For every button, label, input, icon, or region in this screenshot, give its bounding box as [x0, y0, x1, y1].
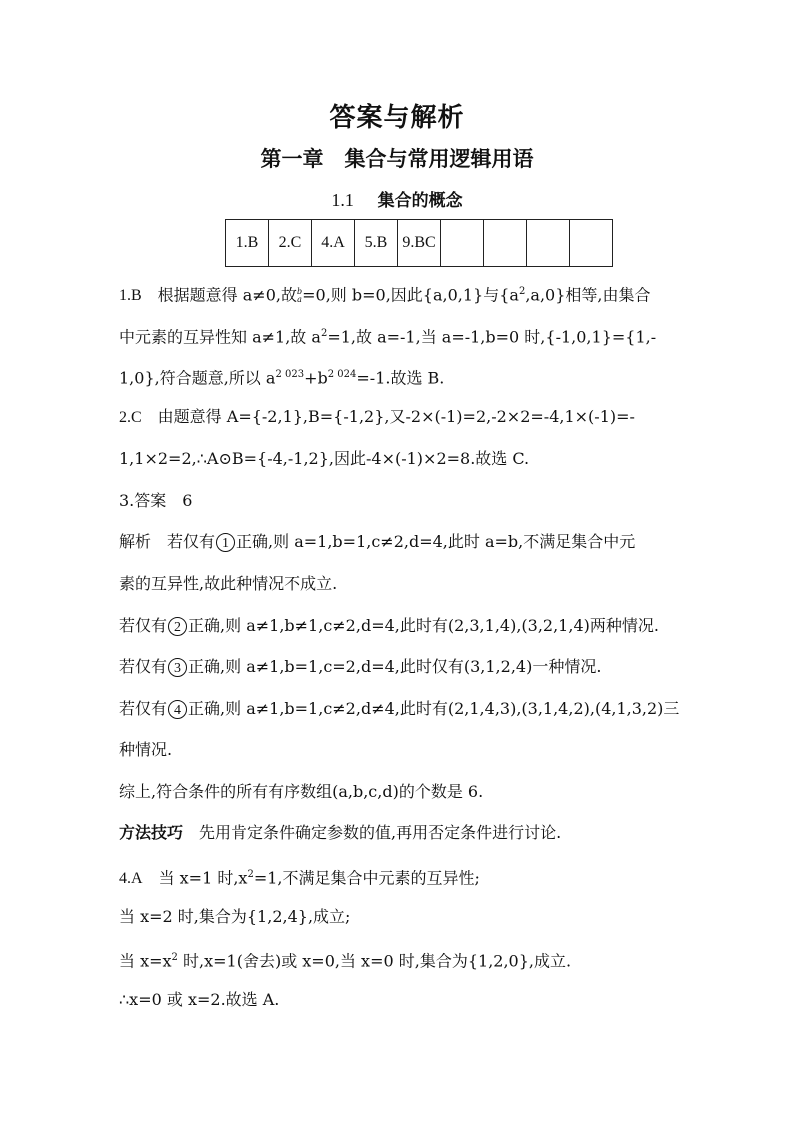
- q3-text: 正确,则 a≠1,b≠1,c≠2,d=4,此时有(2,3,1,4),(3,2,1,4)两种情况.: [188, 616, 659, 635]
- q4-line-2: 当 x=2 时,集合为{1,2,4},成立;: [119, 907, 351, 926]
- superscript: 2: [171, 952, 178, 963]
- q2-answer: 2.C: [119, 409, 142, 426]
- circled-number-1: 1: [216, 533, 235, 552]
- q4-line-1: [119, 865, 480, 889]
- q3-case-4-cont: 种情况.: [119, 740, 173, 759]
- q1-line-1: [119, 282, 650, 306]
- q4-text: 当 x=x: [119, 951, 172, 971]
- q4-line-4: ∴x=0 或 x=2.故选 A.: [119, 990, 280, 1009]
- method-tip-label: 方法技巧: [119, 823, 184, 842]
- answer-cell: [441, 220, 484, 267]
- q1-text: 中元素的互异性知 a≠1,故 a: [119, 327, 321, 347]
- section-name: 集合的概念: [377, 191, 463, 211]
- q4-text: 当 x=1 时,x: [158, 868, 248, 888]
- superscript: 2: [247, 869, 254, 880]
- answer-table: [225, 219, 613, 267]
- superscript: 2 023: [275, 369, 305, 380]
- q3-case-1: [119, 532, 635, 553]
- answer-cell: 5.B: [355, 220, 398, 267]
- analysis-label: 解析: [119, 534, 152, 551]
- section-number: 1.1: [331, 190, 354, 210]
- q3-text: 若仅有: [119, 699, 168, 718]
- q1-line-2: [119, 324, 656, 347]
- q1-text: =1,故 a=-1,当 a=-1,b=0 时,{-1,0,1}={1,-: [327, 327, 657, 347]
- q3-case-4: [119, 699, 679, 719]
- q1-text: +b: [304, 368, 328, 388]
- q1-text: =0,则 b=0,因此{a,0,1}与{a: [302, 285, 519, 305]
- q1-answer: 1.B: [119, 287, 142, 305]
- q3-case-2: [119, 616, 659, 636]
- q1-line-3: [119, 365, 444, 388]
- answer-row: [226, 220, 613, 267]
- q3-answer-line: 3.答案 6: [119, 491, 193, 510]
- q3-text: 正确,则 a≠1,b=1,c≠2,d≠4,此时有(2,1,4,3),(3,1,4,2),(4,1,3,2)三: [188, 699, 680, 718]
- q3-text: 若仅有: [119, 657, 168, 676]
- answer-cell: 4.A: [312, 220, 355, 267]
- q1-text: =-1.故选 B.: [356, 368, 445, 388]
- q3-text: 若仅有: [119, 616, 168, 635]
- answer-cell: [484, 220, 527, 267]
- page-title: 答案与解析: [329, 103, 465, 133]
- q3-summary: 综上,符合条件的所有有序数组(a,b,c,d)的个数是 6.: [119, 782, 484, 801]
- q2-line-1: [119, 407, 635, 428]
- q2-text: 由题意得 A={-2,1},B={-1,2},又-2×(-1)=2,-2×2=-4,1×(-1)=-: [157, 407, 635, 426]
- q4-text: 时,x=1(舍去)或 x=0,当 x=0 时,集合为{1,2,0},成立.: [177, 951, 572, 971]
- q3-text: 正确,则 a≠1,b=1,c=2,d=4,此时仅有(3,1,2,4)一种情况.: [188, 657, 602, 676]
- method-tip-text: 先用肯定条件确定参数的值,再用否定条件进行讨论.: [199, 823, 562, 842]
- superscript: 2: [320, 328, 328, 339]
- fraction-numerator: b: [296, 286, 303, 296]
- superscript: 2 024: [327, 369, 357, 380]
- q4-text: =1,不满足集合中元素的互异性;: [253, 868, 480, 888]
- circled-number-2: 2: [168, 617, 187, 636]
- q3-text: 正确,则 a=1,b=1,c≠2,d=4,此时 a=b,不满足集合中元: [236, 532, 636, 551]
- q4-answer: 4.A: [119, 870, 143, 888]
- q3-text: 若仅有: [167, 532, 216, 551]
- q1-text: 1,0},符合题意,所以 a: [119, 368, 276, 388]
- q3-case-1-cont: 素的互异性,故此种情况不成立.: [119, 574, 338, 593]
- circled-number-4: 4: [168, 700, 187, 719]
- method-tip: [119, 823, 561, 843]
- answer-cell: 2.C: [269, 220, 312, 267]
- q1-text: 根据题意得 a≠0,故: [157, 285, 297, 305]
- superscript: 2: [518, 286, 526, 297]
- answer-cell: [570, 220, 613, 267]
- section-title: [0, 186, 794, 211]
- answer-cell: 9.BC: [398, 220, 441, 267]
- answer-cell: 1.B: [226, 220, 269, 267]
- fraction-denominator: a: [297, 294, 302, 304]
- q1-text: ,a,0}相等,由集合: [525, 285, 651, 305]
- chapter-title: 第一章 集合与常用逻辑用语: [260, 147, 534, 171]
- q2-text: 1,1×2=2,∴A⊙B={-4,-1,2},因此-4×(-1)×2=8.故选 C.: [119, 449, 530, 468]
- q2-line-2: [119, 449, 529, 469]
- circled-number-3: 3: [168, 658, 187, 677]
- answer-cell: [527, 220, 570, 267]
- q4-line-3: [119, 948, 571, 971]
- q3-case-3: [119, 657, 601, 677]
